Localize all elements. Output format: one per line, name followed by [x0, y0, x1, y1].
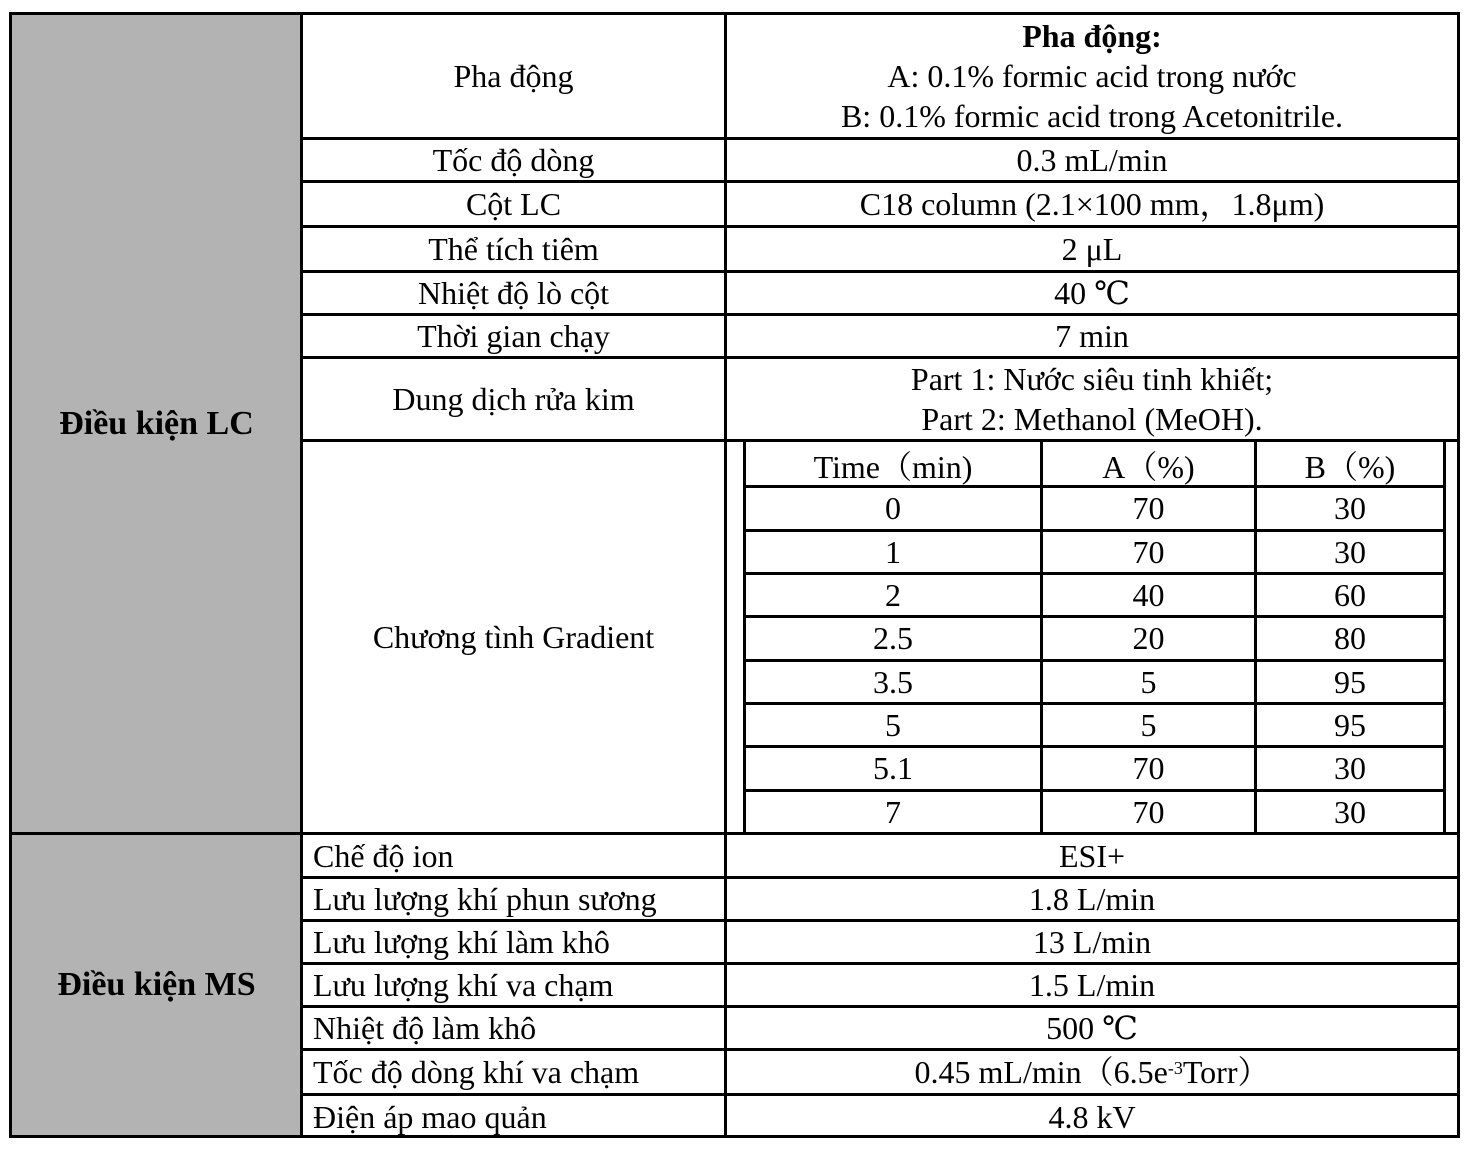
param-nebulizer-gas-flow: Lưu lượng khí phun sương: [313, 881, 657, 917]
param-column-temperature: Nhiệt độ lò cột: [417, 275, 610, 311]
value-drying-gas-flow: 13 L/min: [1032, 924, 1152, 960]
mobile-phase-title: Pha động:: [1022, 18, 1162, 54]
needle-wash-part1: Part 1: Nước siêu tinh khiết;: [910, 361, 1274, 397]
gradient-cell: 70: [1132, 533, 1165, 570]
param-capillary-voltage: Điện áp mao quản: [313, 1099, 547, 1135]
gradient-header-cell: A（%): [1102, 449, 1195, 485]
gradient-cell: 3.5: [873, 663, 913, 700]
gradient-cell: 5: [1140, 706, 1157, 743]
value-mobile-phase: [727, 15, 1457, 137]
gradient-cell: 5: [1140, 663, 1157, 700]
gradient-cell: 60: [1334, 576, 1366, 613]
param-drying-temperature: Nhiệt độ làm khô: [313, 1010, 537, 1046]
gradient-cell: 70: [1132, 749, 1165, 786]
param-needle-wash: Dung dịch rửa kim: [392, 381, 635, 417]
param-run-time: Thời gian chạy: [417, 318, 610, 354]
gradient-header-cell: Time（min): [813, 449, 973, 485]
param-injection-volume: Thể tích tiêm: [428, 231, 599, 267]
param-flow-rate: Tốc độ dòng: [432, 142, 595, 178]
value-collision-gas-rate: 0.45 mL/min（6.5e $^{-3}$ Torr）: [914, 1054, 1270, 1090]
gradient-cell: 95: [1334, 663, 1366, 700]
ms-conditions-label: Điều kiện MS: [12, 835, 301, 1135]
gradient-cell: 5: [885, 706, 901, 743]
gradient-cell: 70: [1132, 793, 1165, 830]
gradient-cell: 7: [885, 793, 901, 830]
gradient-cell: 2: [885, 576, 901, 613]
value-flow-rate: 0.3 mL/min: [1016, 142, 1168, 178]
gradient-cell: 30: [1334, 749, 1366, 786]
param-collision-gas-flow: Lưu lượng khí va chạm: [313, 967, 614, 1003]
mobile-phase-a: A: 0.1% formic acid trong nước: [887, 58, 1297, 94]
gradient-cell: 70: [1132, 489, 1165, 526]
value-needle-wash: [727, 359, 1457, 439]
value-injection-volume: 2 μL: [1061, 231, 1123, 267]
gradient-cell: 80: [1334, 619, 1366, 656]
value-ion-mode: ESI+: [1058, 837, 1126, 874]
param-lc-column: Cột LC: [465, 186, 562, 222]
value-capillary-voltage: 4.8 kV: [1048, 1099, 1136, 1135]
gradient-cell: 20: [1132, 619, 1165, 656]
value-lc-column: C18 column (2.1×100 mm，1.8μm): [859, 186, 1325, 222]
value-collision-gas-flow: 1.5 L/min: [1028, 967, 1156, 1003]
param-gradient-program: Chương tình Gradient: [372, 619, 655, 655]
param-ion-mode: Chế độ ion: [313, 837, 454, 874]
gradient-cell: 0: [885, 489, 901, 526]
value-drying-temperature: 500 ℃: [1046, 1010, 1138, 1046]
gradient-cell: 95: [1334, 706, 1366, 743]
value-run-time: 7 min: [1055, 318, 1129, 354]
gradient-cell: 2.5: [873, 619, 913, 656]
gradient-header-cell: B（%): [1304, 449, 1396, 485]
value-column-temperature: 40 ℃: [1054, 275, 1130, 311]
lc-conditions-label: Điều kiện LC: [12, 15, 301, 832]
gradient-cell: 1: [885, 533, 901, 570]
gradient-cell: 30: [1334, 793, 1366, 830]
gradient-cell: 5.1: [873, 749, 913, 786]
needle-wash-part2: Part 2: Methanol (MeOH).: [921, 401, 1263, 437]
gradient-cell: 30: [1334, 533, 1366, 570]
param-drying-gas-flow: Lưu lượng khí làm khô: [313, 924, 610, 960]
param-collision-gas-rate: Tốc độ dòng khí va chạm: [313, 1054, 640, 1090]
mobile-phase-b: B: 0.1% formic acid trong Acetonitrile.: [840, 98, 1344, 134]
param-mobile-phase: Pha động: [453, 58, 574, 94]
gradient-cell: 40: [1132, 576, 1165, 613]
gradient-cell: 30: [1334, 489, 1366, 526]
value-nebulizer-gas-flow: 1.8 L/min: [1028, 881, 1156, 917]
